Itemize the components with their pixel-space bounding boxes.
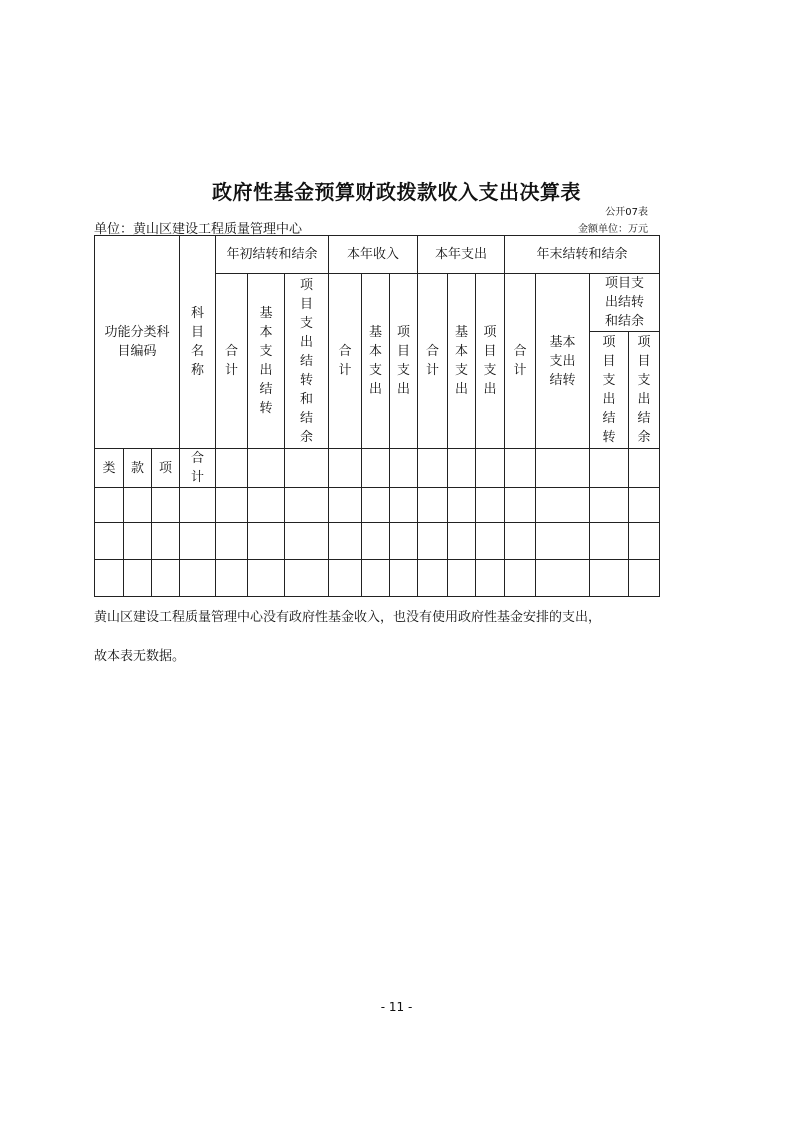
header-section: 款 <box>124 449 152 488</box>
cell <box>362 449 390 488</box>
header-function-code <box>95 236 180 449</box>
header-current-income: 本年收入 <box>329 236 418 274</box>
table-cell <box>329 560 362 597</box>
header-begin-basic-carryover: 基本支出结转 <box>248 274 285 449</box>
explanation-line-1: 黄山区建设工程质量管理中心没有政府性基金收入，也没有使用政府性基金安排的支出， <box>94 610 602 625</box>
table-cell <box>152 560 180 597</box>
table-cell <box>418 560 448 597</box>
table-cell <box>95 560 124 597</box>
header-begin-total: 合计 <box>216 274 248 449</box>
cell <box>216 449 248 488</box>
header-income-basic: 基本支出 <box>362 274 390 449</box>
table-cell <box>95 488 124 523</box>
table-cell <box>362 523 390 560</box>
table-cell <box>180 488 216 523</box>
budget-table <box>94 235 660 597</box>
table-cell <box>629 488 660 523</box>
table-cell <box>124 488 152 523</box>
table-cell <box>285 488 329 523</box>
table-cell <box>216 523 248 560</box>
cell <box>448 449 476 488</box>
page-title: 政府性基金预算财政拨款收入支出决算表 <box>212 180 581 204</box>
table-cell <box>448 488 476 523</box>
header-expense-project: 项目支出 <box>476 274 505 449</box>
table-cell <box>536 560 590 597</box>
header-income-project: 项目支出 <box>390 274 418 449</box>
explanation-line-2: 故本表无数据。 <box>94 649 186 664</box>
table-cell <box>390 523 418 560</box>
table-cell <box>180 523 216 560</box>
header-end-project-group: 项目支出结转和结余 <box>590 274 660 332</box>
table-cell <box>216 488 248 523</box>
table-cell <box>590 488 629 523</box>
table-cell <box>476 523 505 560</box>
table-cell <box>95 523 124 560</box>
table-cell <box>285 523 329 560</box>
form-code: 公开07表 <box>605 207 648 218</box>
table-cell <box>390 488 418 523</box>
table-row <box>95 523 660 560</box>
table-cell <box>418 523 448 560</box>
header-class: 类 <box>95 449 124 488</box>
table-cell <box>362 488 390 523</box>
table-cell <box>329 523 362 560</box>
header-end-balance: 年末结转和结余 <box>505 236 660 274</box>
table-cell <box>124 560 152 597</box>
table-cell <box>476 560 505 597</box>
table-cell <box>248 488 285 523</box>
header-item: 项 <box>152 449 180 488</box>
table-row <box>95 488 660 523</box>
table-cell <box>505 488 536 523</box>
cell <box>390 449 418 488</box>
header-income-total: 合计 <box>329 274 362 449</box>
header-expense-total: 合计 <box>418 274 448 449</box>
table-cell <box>180 560 216 597</box>
table-cell <box>152 523 180 560</box>
header-row-total: 合计 <box>180 449 216 488</box>
table-cell <box>505 560 536 597</box>
table-row <box>95 560 660 597</box>
cell <box>285 449 329 488</box>
cell <box>248 449 285 488</box>
cell <box>418 449 448 488</box>
table-cell <box>152 488 180 523</box>
table-cell <box>248 560 285 597</box>
table-cell <box>216 560 248 597</box>
table-cell <box>248 523 285 560</box>
header-begin-project-carryover-balance: 项目支出结转和结余 <box>285 274 329 449</box>
cell <box>505 449 536 488</box>
table-cell <box>590 523 629 560</box>
header-end-total: 合计 <box>505 274 536 449</box>
table-cell <box>285 560 329 597</box>
cell <box>476 449 505 488</box>
table-cell <box>629 523 660 560</box>
cell <box>629 449 660 488</box>
table-cell <box>629 560 660 597</box>
table-body <box>95 488 660 597</box>
table-cell <box>536 488 590 523</box>
header-subject-name-text: 科目名称 <box>191 306 205 378</box>
table-cell <box>362 560 390 597</box>
header-end-basic-carryover: 基本支出结转 <box>536 274 590 449</box>
table-cell <box>448 560 476 597</box>
page-number: - 11 - <box>380 1000 413 1014</box>
cell <box>329 449 362 488</box>
cell <box>590 449 629 488</box>
cell <box>536 449 590 488</box>
table-cell <box>124 523 152 560</box>
table-cell <box>536 523 590 560</box>
header-function-code-text: 功能分类科目编码 <box>104 325 170 359</box>
header-end-project-balance: 项目支出结余 <box>629 332 660 449</box>
table-cell <box>590 560 629 597</box>
header-expense-basic: 基本支出 <box>448 274 476 449</box>
table-cell <box>505 523 536 560</box>
header-end-project-carryover: 项目支出结转 <box>590 332 629 449</box>
amount-unit: 金额单位：万元 <box>578 224 648 235</box>
table-cell <box>448 523 476 560</box>
table-cell <box>390 560 418 597</box>
table-cell <box>476 488 505 523</box>
header-begin-balance-text: 年初结转和结余 <box>226 247 318 262</box>
table-cell <box>329 488 362 523</box>
header-subject-name <box>180 236 216 449</box>
table-cell <box>418 488 448 523</box>
header-current-expense: 本年支出 <box>418 236 505 274</box>
reporting-unit: 单位：黄山区建设工程质量管理中心 <box>94 222 303 237</box>
header-begin-balance <box>216 236 329 274</box>
